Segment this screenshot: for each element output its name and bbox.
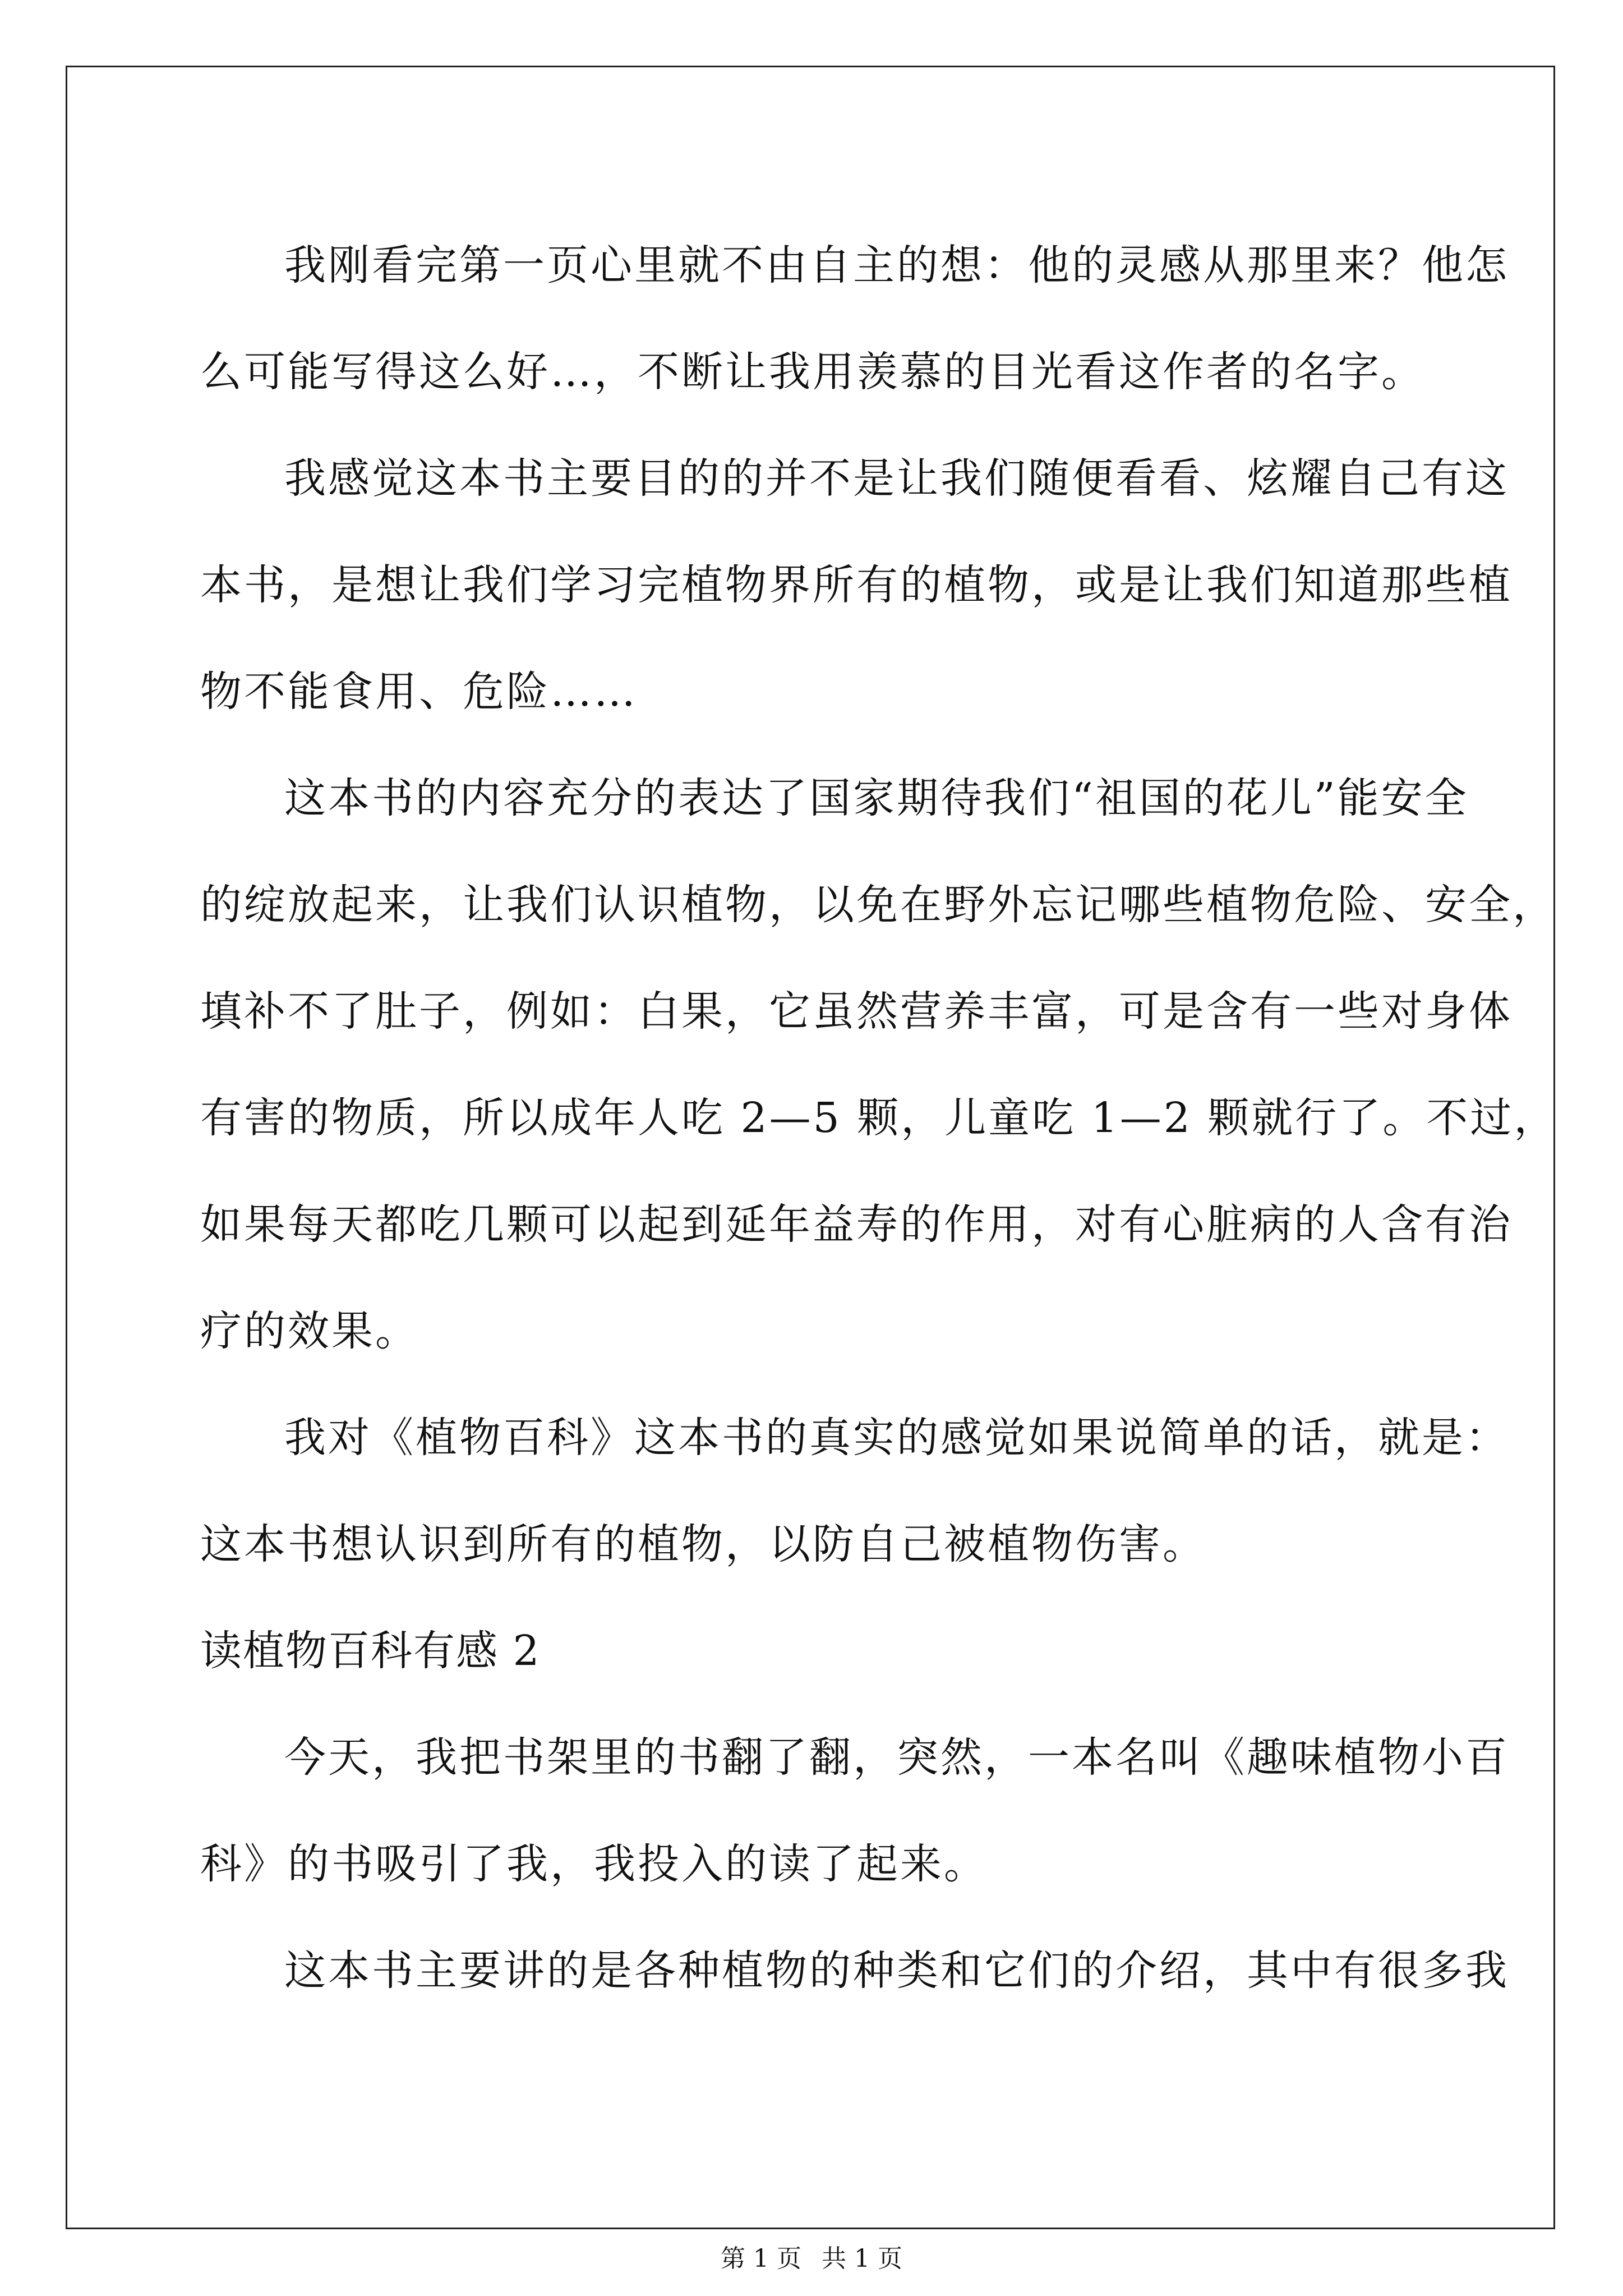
text-line: 这本书的内容充分的表达了国家期待我们“祖国的花儿”能安全 (284, 774, 1469, 822)
text-line: 这本书主要讲的是各种植物的种类和它们的介绍，其中有很多我 (284, 1947, 1509, 1995)
page-footer (0, 2238, 1623, 2274)
text-line: 疗的效果。 (200, 1307, 419, 1355)
text-line: 有害的物质，所以成年人吃 2—5 颗，儿童吃 1—2 颗就行了。不过， (200, 1094, 1558, 1142)
text-line: 今天，我把书架里的书翻了翻，突然，一本名叫《趣味植物小百 (284, 1733, 1509, 1782)
text-line: 我对《植物百科》这本书的真实的感觉如果说简单的话，就是： (284, 1414, 1509, 1462)
text-line: 我感觉这本书主要目的的并不是让我们随便看看、炫耀自己有这 (284, 454, 1509, 503)
text-line: 这本书想认识到所有的植物，以防自己被植物伤害。 (200, 1520, 1206, 1568)
text-line: 么可能写得这么好…，不断让我用羡慕的目光看这作者的名字。 (200, 348, 1425, 396)
page-number: 第 1 页 (721, 2244, 801, 2273)
text-line: 物不能食用、危险…… (200, 668, 638, 716)
page-total: 共 1 页 (822, 2244, 902, 2273)
text-line: 本书，是想让我们学习完植物界所有的植物，或是让我们知道那些植 (200, 561, 1513, 609)
text-line: 科》的书吸引了我，我投入的读了起来。 (200, 1840, 988, 1888)
document-body (200, 212, 1558, 2024)
text-line: 我刚看完第一页心里就不由自主的想：他的灵感从那里来？他怎 (284, 241, 1509, 289)
text-line: 的绽放起来，让我们认识植物，以免在野外忘记哪些植物危险、安全， (200, 881, 1556, 929)
section-heading: 读植物百科有感 2 (200, 1627, 541, 1675)
text-line: 填补不了肚子，例如：白果，它虽然营养丰富，可是含有一些对身体 (200, 987, 1513, 1036)
text-line: 如果每天都吃几颗可以起到延年益寿的作用，对有心脏病的人含有治 (200, 1200, 1513, 1249)
